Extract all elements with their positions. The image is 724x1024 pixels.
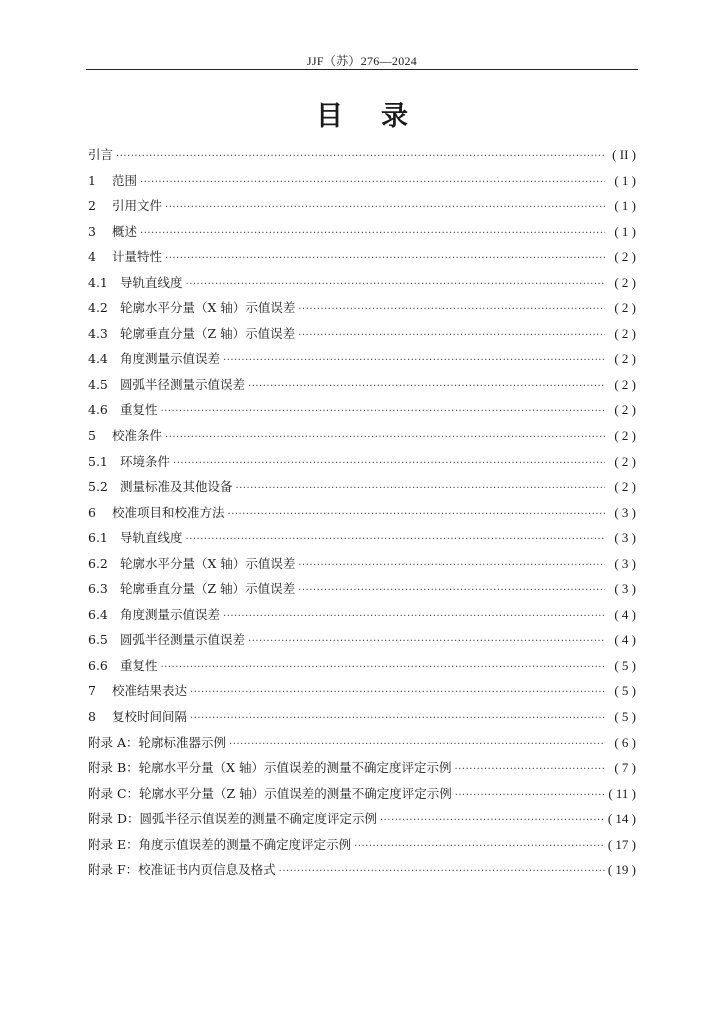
toc-entry-number: 6.5: [88, 632, 108, 648]
toc-leader-dots: [186, 279, 605, 290]
toc-entry-page: ( 7 ): [614, 760, 636, 776]
toc-entry-number: 4.3: [88, 325, 108, 341]
title-char-2: 录: [381, 101, 408, 132]
toc-entry-label: [88, 375, 245, 393]
toc-leader-dots: [229, 739, 605, 750]
toc-entry-label: [88, 656, 158, 674]
toc-leader-dots: [223, 355, 605, 366]
toc-entry-label: [88, 579, 295, 597]
toc-entry-title: 校准结果表达: [112, 683, 188, 699]
toc-entry-number: 4.4: [88, 351, 108, 367]
toc-entry-number: 1: [88, 172, 96, 188]
toc-entry[interactable]: [88, 273, 636, 299]
toc-entry-number: 5.1: [88, 453, 108, 469]
toc-entry-label: [88, 222, 137, 240]
toc-entry-page: ( 4 ): [614, 632, 636, 648]
toc-entry-page: ( 2 ): [614, 351, 636, 367]
toc-entry-number: 5.2: [88, 479, 108, 495]
toc-entry[interactable]: [88, 554, 636, 580]
toc-entry-title: 范围: [112, 172, 138, 188]
toc-entry-page: ( 2 ): [614, 249, 636, 265]
toc-entry-title: 重复性: [120, 657, 158, 673]
toc-entry-title: 引言: [88, 147, 114, 162]
toc-leader-dots: [116, 151, 605, 162]
toc-entry-label: [88, 145, 113, 163]
toc-entry-number: 4.1: [88, 274, 108, 290]
toc-entry[interactable]: [88, 171, 636, 197]
toc-leader-dots: [455, 764, 605, 775]
toc-leader-dots: [190, 687, 605, 698]
document-code-header: JJF（苏）276—2024: [306, 54, 418, 68]
toc-entry-title: 附录 D：圆弧半径示值误差的测量不确定度评定示例: [88, 811, 377, 827]
toc-entry-title: 附录 A：轮廓标准器示例: [88, 734, 227, 750]
toc-entry-page: ( 1 ): [614, 198, 636, 214]
toc-entry-number: 4: [88, 249, 96, 265]
toc-entry-number: 7: [88, 683, 96, 699]
toc-leader-dots: [186, 534, 605, 545]
toc-leader-dots: [279, 866, 605, 877]
toc-leader-dots: [298, 585, 605, 596]
toc-entry-label: [88, 758, 452, 776]
toc-entry[interactable]: [88, 503, 636, 529]
toc-entry[interactable]: [88, 579, 636, 605]
toc-entry-page: ( 17 ): [607, 836, 636, 852]
table-of-contents: [88, 145, 636, 886]
toc-entry[interactable]: [88, 145, 636, 171]
toc-entry[interactable]: [88, 452, 636, 478]
toc-entry-page: ( 2 ): [614, 453, 636, 469]
toc-entry-number: 6.2: [88, 555, 108, 571]
toc-entry-label: [88, 171, 137, 189]
toc-leader-dots: [140, 177, 605, 188]
toc-leader-dots: [228, 509, 605, 520]
toc-entry-label: [88, 809, 377, 827]
toc-entry-title: 角度测量示值误差: [120, 606, 221, 622]
toc-entry-page: ( 19 ): [607, 862, 636, 878]
toc-entry-title: 导轨直线度: [120, 530, 183, 546]
toc-leader-dots: [380, 815, 605, 826]
toc-entry[interactable]: [88, 860, 636, 886]
toc-leader-dots: [354, 841, 605, 852]
toc-entry-number: 8: [88, 709, 96, 725]
toc-leader-dots: [298, 560, 605, 571]
toc-entry-title: 圆弧半径测量示值误差: [120, 376, 246, 392]
toc-entry-label: [88, 733, 226, 751]
toc-entry[interactable]: [88, 298, 636, 324]
toc-entry-label: [88, 426, 162, 444]
toc-entry-number: 6.3: [88, 581, 108, 597]
toc-entry-title: 概述: [112, 223, 138, 239]
toc-entry-label: [88, 196, 162, 214]
toc-entry-title: 校准项目和校准方法: [112, 504, 225, 520]
toc-entry-title: 导轨直线度: [120, 274, 183, 290]
toc-entry-number: 5: [88, 428, 96, 444]
toc-entry[interactable]: [88, 247, 636, 273]
toc-entry-page: ( 3 ): [614, 555, 636, 571]
toc-entry-page: ( 1 ): [614, 172, 636, 188]
toc-entry-page: ( 5 ): [614, 657, 636, 673]
toc-entry-number: 6: [88, 504, 96, 520]
toc-entry-page: ( 3 ): [614, 581, 636, 597]
toc-entry[interactable]: [88, 528, 636, 554]
toc-entry-label: [88, 503, 225, 521]
toc-entry[interactable]: [88, 630, 636, 656]
toc-entry-page: ( 4 ): [614, 606, 636, 622]
toc-entry-label: [88, 452, 170, 470]
toc-entry-label: [88, 860, 276, 878]
toc-entry-page: ( 1 ): [614, 223, 636, 239]
toc-entry[interactable]: [88, 375, 636, 401]
toc-entry[interactable]: [88, 196, 636, 222]
toc-leader-dots: [223, 611, 605, 622]
toc-entry-title: 环境条件: [120, 453, 171, 469]
toc-entry[interactable]: [88, 733, 636, 759]
toc-entry[interactable]: [88, 477, 636, 503]
toc-entry-label: [88, 298, 295, 316]
toc-entry[interactable]: [88, 707, 636, 733]
toc-leader-dots: [190, 713, 605, 724]
toc-leader-dots: [298, 330, 605, 341]
toc-entry-title: 校准条件: [112, 428, 163, 444]
toc-entry-number: 2: [88, 198, 96, 214]
toc-entry-page: ( 2 ): [614, 402, 636, 418]
toc-leader-dots: [161, 662, 605, 673]
toc-entry-page: ( 5 ): [614, 709, 636, 725]
toc-leader-dots: [140, 228, 605, 239]
toc-entry-title: 复校时间间隔: [112, 709, 188, 725]
toc-entry-number: 6.4: [88, 606, 108, 622]
toc-entry[interactable]: [88, 835, 636, 861]
toc-entry-title: 轮廓水平分量（X 轴）示值误差: [120, 555, 296, 571]
toc-entry-number: 4.2: [88, 300, 108, 316]
toc-entry-page: ( 11 ): [608, 785, 636, 801]
toc-entry-title: 轮廓垂直分量（Z 轴）示值误差: [120, 325, 296, 341]
toc-entry-page: ( 2 ): [614, 428, 636, 444]
toc-entry[interactable]: [88, 349, 636, 375]
toc-entry[interactable]: [88, 784, 636, 810]
toc-entry-number: 4.5: [88, 376, 108, 392]
toc-leader-dots: [248, 636, 605, 647]
toc-entry[interactable]: [88, 656, 636, 682]
title-char-1: 目: [316, 101, 343, 132]
toc-entry-title: 引用文件: [112, 198, 163, 214]
toc-entry-title: 重复性: [120, 402, 158, 418]
toc-entry-title: 轮廓垂直分量（Z 轴）示值误差: [120, 581, 296, 597]
toc-entry-title: 轮廓水平分量（X 轴）示值误差: [120, 300, 296, 316]
toc-entry-label: [88, 707, 187, 725]
toc-leader-dots: [165, 202, 605, 213]
toc-entry-page: ( 2 ): [614, 376, 636, 392]
toc-entry-label: [88, 324, 295, 342]
toc-entry[interactable]: [88, 758, 636, 784]
toc-entry-page: ( 2 ): [614, 300, 636, 316]
toc-entry-number: 4.6: [88, 402, 108, 418]
toc-entry-label: [88, 528, 183, 546]
toc-entry-page: ( 14 ): [607, 811, 636, 827]
toc-entry-page: ( 3 ): [614, 504, 636, 520]
toc-entry-page: ( 6 ): [614, 734, 636, 750]
toc-entry-number: 6.6: [88, 657, 108, 673]
toc-entry-label: [88, 835, 351, 853]
toc-entry-title: 圆弧半径测量示值误差: [120, 632, 246, 648]
header-rule: [86, 69, 638, 70]
toc-entry-title: 附录 F：校准证书内页信息及格式: [88, 862, 276, 878]
toc-entry-label: [88, 630, 245, 648]
toc-entry-title: 附录 E：角度示值误差的测量不确定度评定示例: [88, 836, 352, 852]
toc-entry-title: 附录 C：轮廓水平分量（Z 轴）示值误差的测量不确定度评定示例: [88, 785, 452, 801]
toc-entry[interactable]: [88, 426, 636, 452]
toc-leader-dots: [165, 432, 605, 443]
toc-entry-label: [88, 400, 158, 418]
toc-entry-label: [88, 247, 162, 265]
toc-entry[interactable]: [88, 605, 636, 631]
toc-entry-label: [88, 605, 220, 623]
toc-entry-page: ( 2 ): [614, 479, 636, 495]
toc-entry[interactable]: [88, 809, 636, 835]
toc-entry-page: ( 5 ): [614, 683, 636, 699]
toc-entry-label: [88, 784, 452, 802]
toc-leader-dots: [161, 406, 605, 417]
toc-entry[interactable]: [88, 222, 636, 248]
toc-leader-dots: [455, 790, 605, 801]
toc-entry-label: [88, 349, 220, 367]
toc-entry-page: ( 3 ): [614, 530, 636, 546]
toc-leader-dots: [248, 381, 605, 392]
toc-entry-number: 6.1: [88, 530, 108, 546]
toc-entry-title: 测量标准及其他设备: [120, 479, 233, 495]
toc-entry[interactable]: [88, 324, 636, 350]
toc-entry-label: [88, 554, 295, 572]
toc-entry-page: ( 2 ): [614, 325, 636, 341]
toc-leader-dots: [298, 304, 605, 315]
toc-entry[interactable]: [88, 400, 636, 426]
toc-leader-dots: [165, 253, 605, 264]
toc-entry-title: 附录 B：轮廓水平分量（X 轴）示值误差的测量不确定度评定示例: [88, 760, 452, 776]
toc-entry[interactable]: [88, 681, 636, 707]
toc-entry-title: 角度测量示值误差: [120, 351, 221, 367]
toc-entry-label: [88, 477, 233, 495]
toc-entry-label: [88, 681, 187, 699]
toc-entry-page: ( 2 ): [614, 274, 636, 290]
toc-leader-dots: [173, 458, 605, 469]
toc-leader-dots: [236, 483, 605, 494]
toc-entry-title: 计量特性: [112, 249, 163, 265]
page-title: [86, 94, 638, 133]
toc-entry-label: [88, 273, 183, 291]
toc-entry-number: 3: [88, 223, 96, 239]
toc-entry-page: ( II ): [612, 147, 636, 162]
